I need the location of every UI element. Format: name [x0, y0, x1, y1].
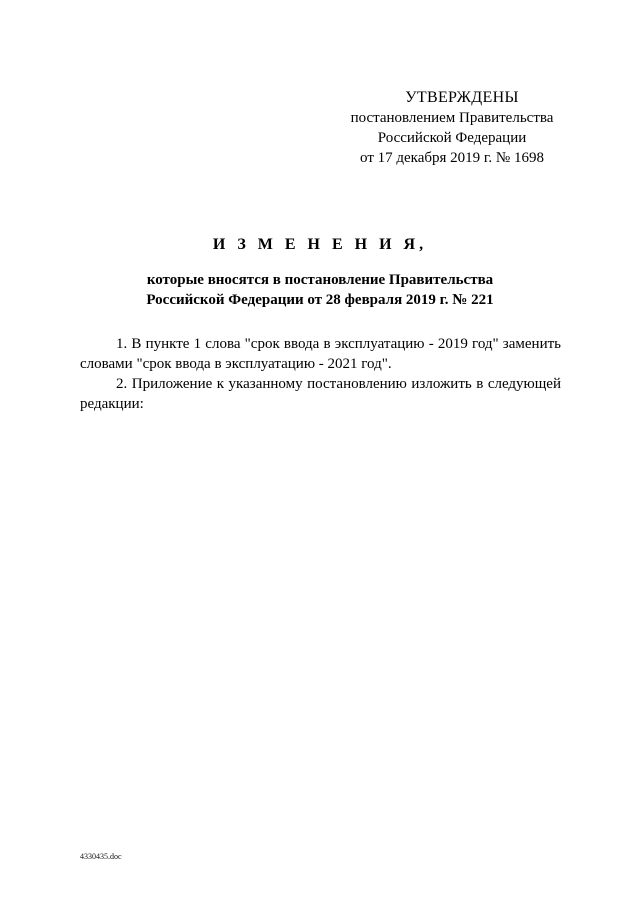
document-body — [80, 334, 561, 414]
paragraph-1: 1. В пункте 1 слова "срок ввода в эксплуатацию - 2019 год" заменить словами "срок ввода в эксплуатацию - 2021 год". — [80, 336, 561, 372]
approval-block — [336, 88, 568, 168]
footer-filename: 4330435.doc — [80, 852, 122, 861]
document-heading — [80, 234, 560, 310]
paragraph-2: 2. Приложение к указанному постановлению изложить в следующей редакции: — [80, 376, 561, 412]
document-title: И З М Е Н Е Н И Я, — [212, 236, 428, 253]
document-subtitle-line-2: Российской Федерации от 28 февраля 2019 г. № 221 — [146, 292, 494, 308]
document-subtitle-line-1: которые вносятся в постановление Правительства — [146, 272, 494, 288]
approval-line-3: от 17 декабря 2019 г. № 1698 — [360, 150, 544, 166]
approval-line-2: Российской Федерации — [377, 130, 527, 146]
approved-title: УТВЕРЖДЕНЫ — [405, 89, 519, 106]
approval-line-1: постановлением Правительства — [350, 110, 554, 126]
